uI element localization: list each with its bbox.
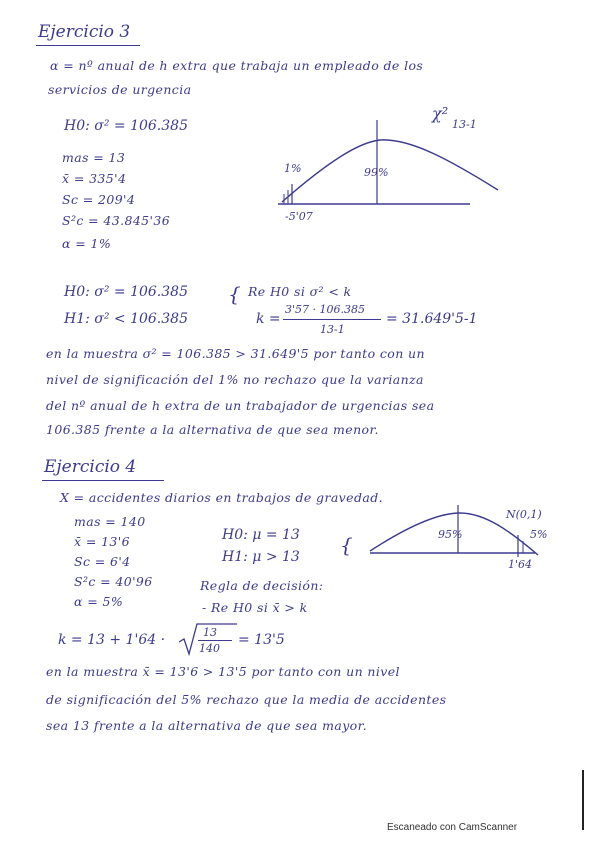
ex3-conclusion-line-2: nivel de significación del 1% no rechazo que la varianza <box>46 372 424 387</box>
ex4-k-formula: k = 13 + 1'64 · <box>58 632 166 648</box>
ex4-brace: { <box>340 533 353 557</box>
ex4-k-fraction-bar <box>198 640 232 641</box>
ex3-definition-line-1: α = nº anual de h extra que trabaja un empleado de los <box>50 58 424 73</box>
ex3-chi-square-label: χ² <box>432 104 449 123</box>
ex4-title-underline <box>42 480 164 481</box>
ex3-chi-square-df: 13-1 <box>452 118 477 131</box>
ex4-definition-line: X = accidentes diarios en trabajos de gravedad. <box>60 490 383 505</box>
ex4-conclusion-line-2: de significación del 5% rechazo que la media de accidentes <box>46 692 447 707</box>
ex3-conclusion-line-3: del nº anual de h extra de un trabajador de urgencias sea <box>46 398 435 413</box>
ex4-null-hypothesis: H0: μ = 13 <box>222 527 300 543</box>
ex3-alpha: α = 1% <box>62 236 112 251</box>
ex4-sample-mean: x̄ = 13'6 <box>74 534 130 549</box>
ex3-k-denominator: 13-1 <box>320 323 345 336</box>
ex3-decision-rule: Re H0 si σ² < k <box>248 284 352 299</box>
ex3-center-percent: 99% <box>364 166 389 179</box>
ex4-critical-value: 1'64 <box>508 558 533 571</box>
ex4-decision-rule: - Re H0 si x̄ > k <box>202 600 308 615</box>
ex4-right-tail-percent: 5% <box>530 528 548 541</box>
ex4-sample-variance: S²c = 40'96 <box>74 574 153 589</box>
ex3-definition-line-2: servicios de urgencia <box>48 82 192 97</box>
ex4-sample-sd: Sc = 6'4 <box>74 554 131 569</box>
ex4-k-numerator: 13 <box>203 626 217 639</box>
ex3-conclusion-line-4: 106.385 frente a la alternativa de que sea menor. <box>46 422 379 437</box>
ex4-conclusion-line-3: sea 13 frente a la alternativa de que sea mayor. <box>46 718 367 733</box>
ex3-null-hypothesis-restated: H0: σ² = 106.385 <box>64 284 188 300</box>
ex4-conclusion-line-1: en la muestra x̄ = 13'6 > 13'5 por tanto con un nivel <box>46 664 400 679</box>
ex3-conclusion-line-1: en la muestra σ² = 106.385 > 31.649'5 por tanto con un <box>46 346 425 361</box>
ex3-null-hypothesis: H0: σ² = 106.385 <box>64 118 188 134</box>
ex4-alpha: α = 5% <box>74 594 124 609</box>
ex3-title: Ejercicio 3 <box>38 22 131 42</box>
ex4-alt-hypothesis: H1: μ > 13 <box>222 549 300 565</box>
ex3-sample-sd: Sc = 209'4 <box>62 192 136 207</box>
ex3-k-numerator: 3'57 · 106.385 <box>285 303 365 316</box>
ex4-k-result: = 13'5 <box>238 632 285 648</box>
ex3-k-label: k = <box>256 311 281 327</box>
ex3-sample-mean: x̄ = 335'4 <box>62 171 127 186</box>
ex3-sample-size: mas = 13 <box>62 150 126 165</box>
page-edge-rule <box>582 770 584 830</box>
ex4-sample-size: mas = 140 <box>74 514 146 529</box>
ex4-k-denominator: 140 <box>199 642 220 655</box>
ex3-title-underline <box>36 45 140 46</box>
ex3-k-fraction-bar <box>283 319 381 320</box>
ex4-distribution-label: N(0,1) <box>506 508 542 521</box>
ex3-brace: { <box>228 282 241 306</box>
ex4-center-percent: 95% <box>438 528 463 541</box>
ex3-sample-variance: S²c = 43.845'36 <box>62 213 171 228</box>
ex4-rule-title: Regla de decisión: <box>200 578 324 593</box>
scanner-watermark: Escaneado con CamScanner <box>387 822 518 833</box>
ex3-k-result: = 31.649'5-1 <box>386 311 478 327</box>
ex4-title: Ejercicio 4 <box>44 457 137 477</box>
ex3-left-tail-percent: 1% <box>284 162 302 175</box>
ex3-alt-hypothesis: H1: σ² < 106.385 <box>64 311 188 327</box>
ex3-critical-value: -5'07 <box>285 210 313 223</box>
